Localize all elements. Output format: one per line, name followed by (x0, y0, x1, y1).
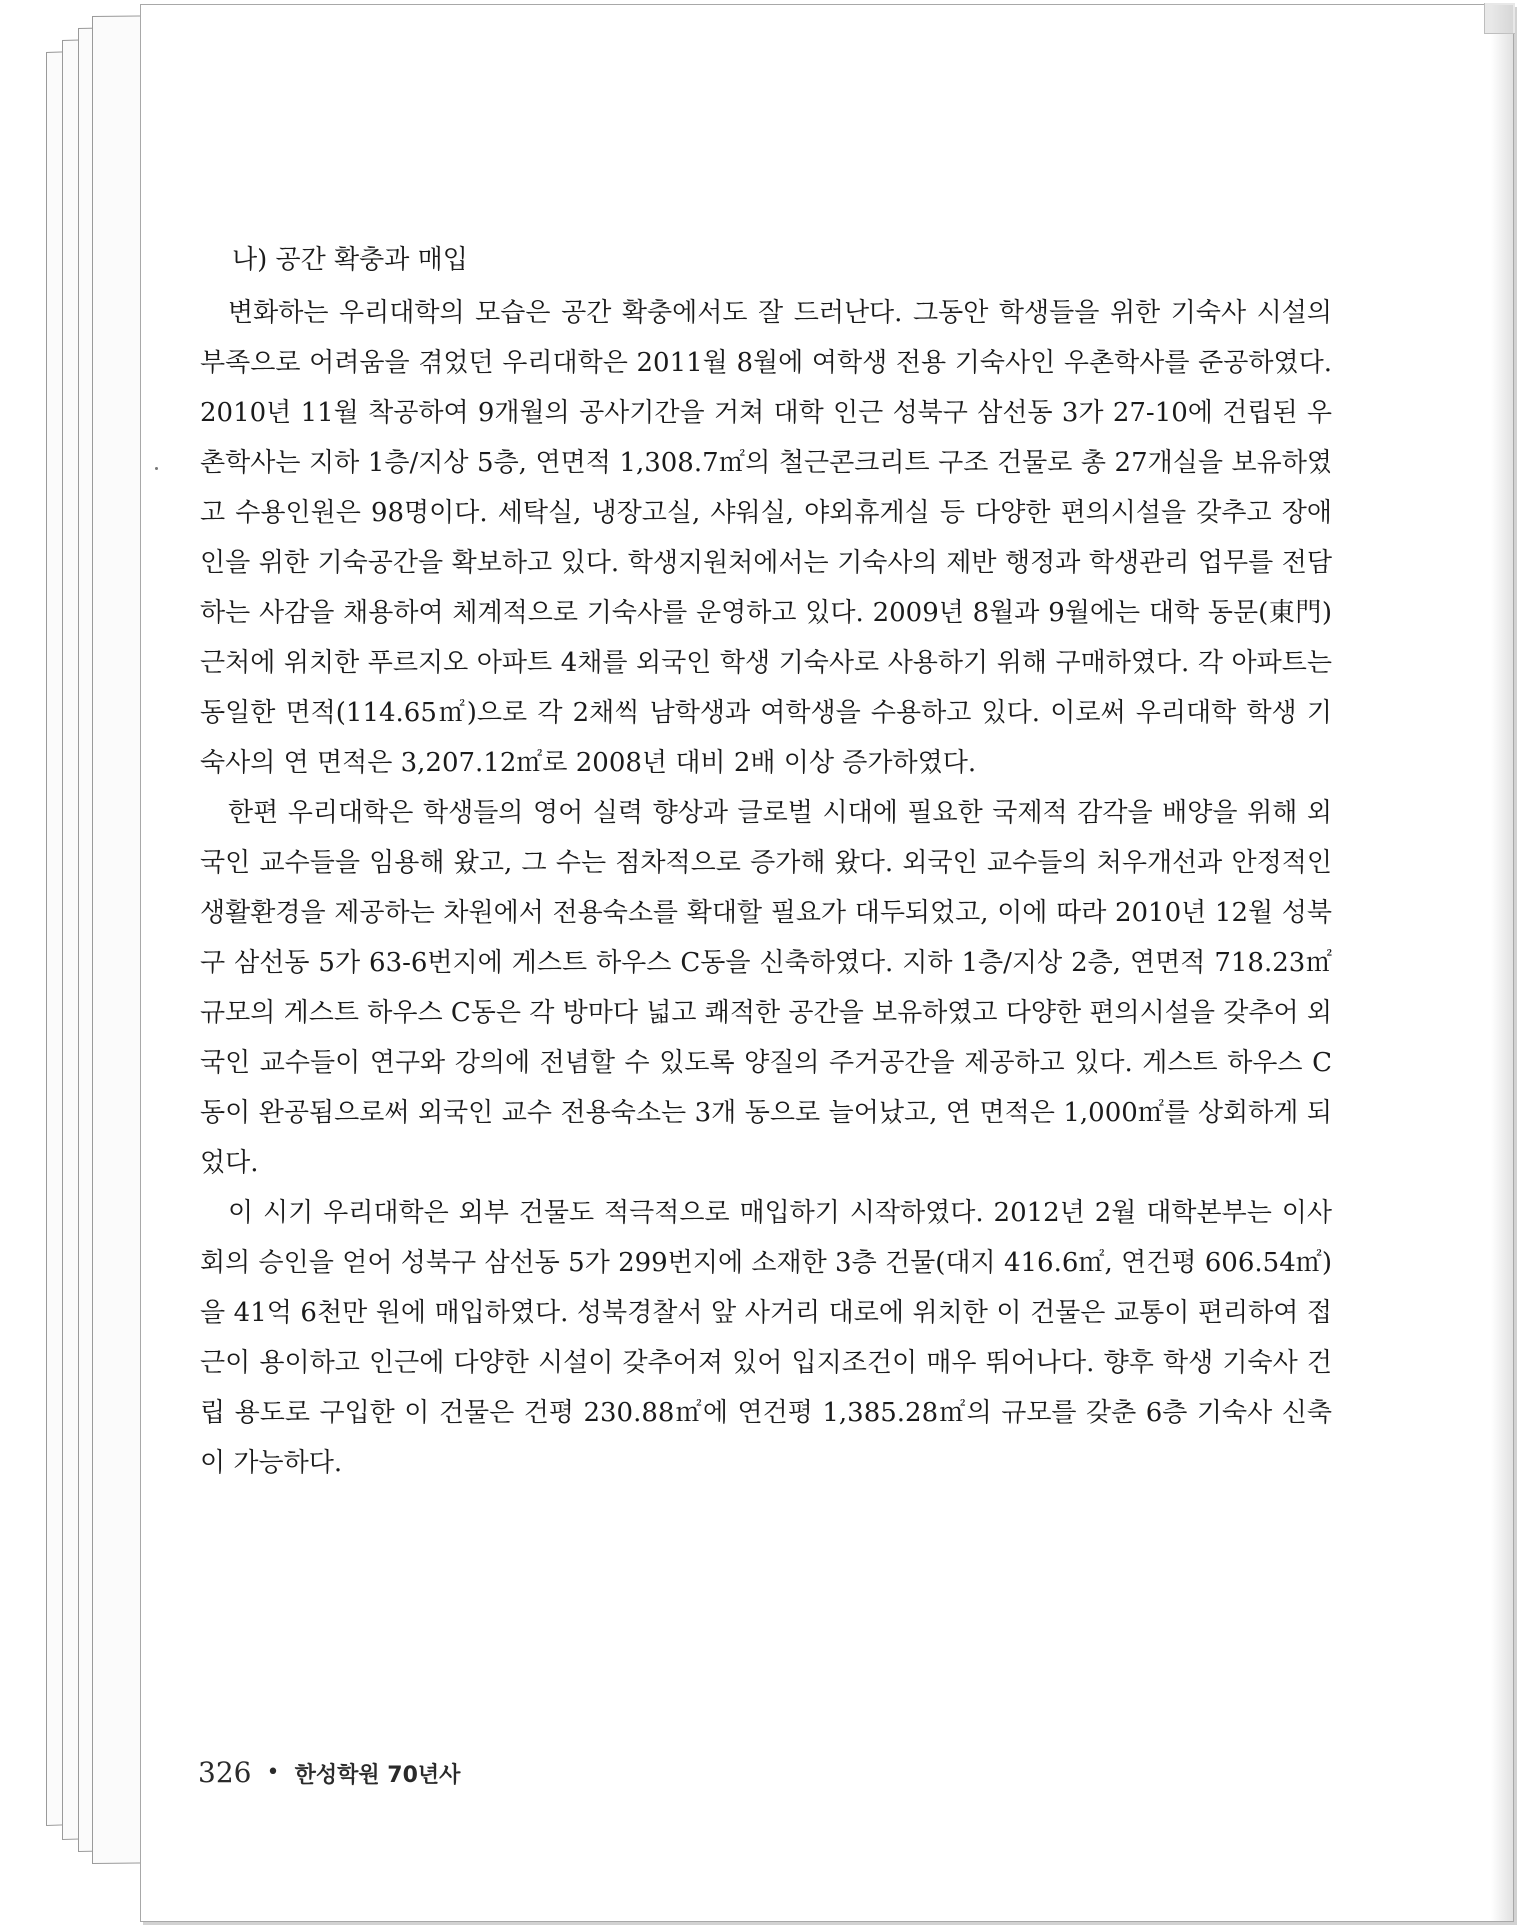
page-number: 326 (198, 1756, 252, 1789)
scan-speck (155, 467, 158, 470)
paragraph-building-purchase: 이 시기 우리대학은 외부 건물도 적극적으로 매입하기 시작하였다. 2012년 2월 대학본부는 이사회의 승인을 얻어 성북구 삼선동 5가 299번지에 소재한 3층 건물(대지 416.6㎡, 연건평 606.54㎡)을 41억 6천만 원에 매입하였다. 성북경찰서 앞 사거리 대로에 위치한 이 건물은 교통이 편리하여 접근이 용이하고 인근에 다양한 시설이 갖추어져 있어 입지조건이 매우 뛰어나다. 향후 학생 기숙사 건립 용도로 구입한 이 건물은 건평 230.88㎡에 연건평 1,385.28㎡의 규모를 갖춘 6층 기숙사 신축이 가능하다. (200, 1198, 1332, 1478)
page-gutter-shadow (1491, 5, 1513, 1921)
section-heading: 나) 공간 확충과 매입 (232, 245, 468, 275)
footer-bullet: • (266, 1760, 280, 1785)
paragraph-dormitory: 변화하는 우리대학의 모습은 공간 확충에서도 잘 드러난다. 그동안 학생들을 위한 기숙사 시설의 부족으로 어려움을 겪었던 우리대학은 2011월 8월에 여학생 전용 기숙사인 우촌학사를 준공하였다. 2010년 11월 착공하여 9개월의 공사기간을 거쳐 대학 인근 성북구 삼선동 3가 27-10에 건립된 우촌학사는 지하 1층/지상 5층, 연면적 1,308.7㎡의 철근콘크리트 구조 건물로 총 27개실을 보유하였고 수용인원은 98명이다. 세탁실, 냉장고실, 샤워실, 야외휴게실 등 다양한 편의시설을 갖추고 장애인을 위한 기숙공간을 확보하고 있다. 학생지원처에서는 기숙사의 제반 행정과 학생관리 업무를 전담하는 사감을 채용하여 체계적으로 기숙사를 운영하고 있다. 2009년 8월과 9월에는 대학 동문(東門) 근처에 위치한 푸르지오 아파트 4채를 외국인 학생 기숙사로 사용하기 위해 구매하였다. 각 아파트는 동일한 면적(114.65㎡)으로 각 2채씩 남학생과 여학생을 수용하고 있다. 이로써 우리대학 학생 기숙사의 연 면적은 3,207.12㎡로 2008년 대비 2배 이상 증가하였다. (200, 298, 1332, 778)
page-footer (198, 1756, 460, 1789)
body-text (200, 236, 1332, 1488)
paragraph-guesthouse: 한편 우리대학은 학생들의 영어 실력 향상과 글로벌 시대에 필요한 국제적 감각을 배양을 위해 외국인 교수들을 임용해 왔고, 그 수는 점차적으로 증가해 왔다. 외국인 교수들의 처우개선과 안정적인 생활환경을 제공하는 차원에서 전용숙소를 확대할 필요가 대두되었고, 이에 따라 2010년 12월 성북구 삼선동 5가 63-6번지에 게스트 하우스 C동을 신축하였다. 지하 1층/지상 2층, 연면적 718.23㎡ 규모의 게스트 하우스 C동은 각 방마다 넓고 쾌적한 공간을 보유하였고 다양한 편의시설을 갖추어 외국인 교수들이 연구와 강의에 전념할 수 있도록 양질의 주거공간을 제공하고 있다. 게스트 하우스 C동이 완공됨으로써 외국인 교수 전용숙소는 3개 동으로 늘어났고, 연 면적은 1,000㎡를 상회하게 되었다. (200, 798, 1332, 1178)
book-title: 한성학원 70년사 (294, 1763, 461, 1788)
